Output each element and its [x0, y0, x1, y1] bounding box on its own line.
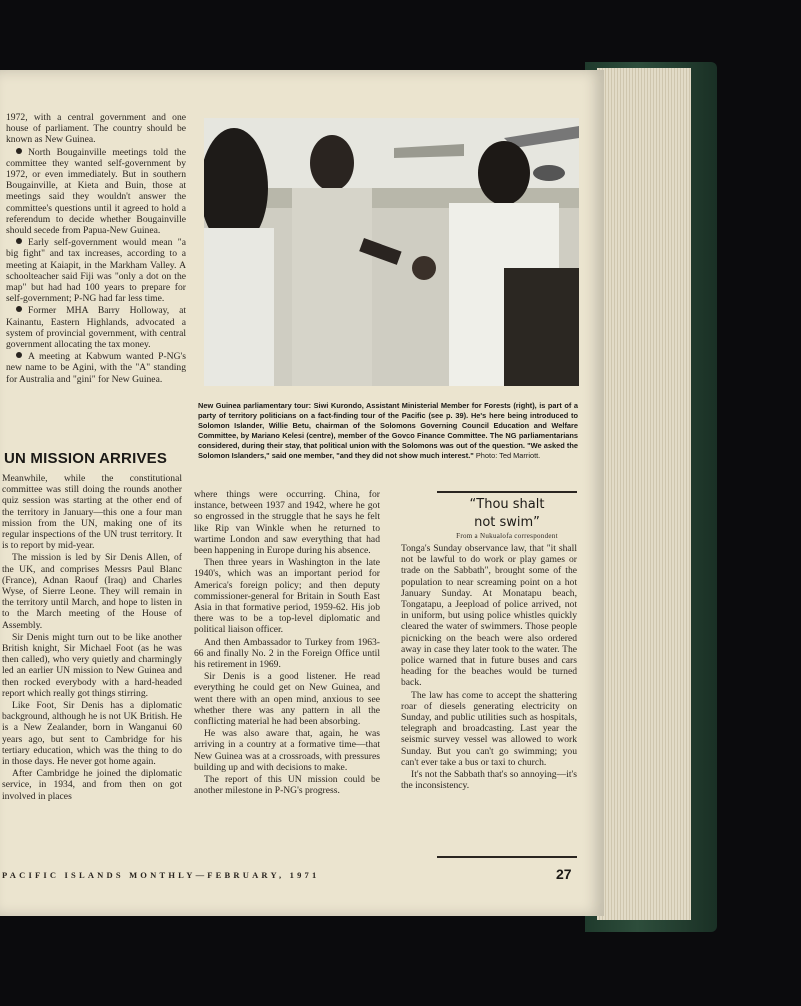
left-paragraph-text: Early self-government would mean "a big fight" and tax increases, according to a meeting at Kaiapit, in the Markham Valley. A schoolteacher said Fiji was "only a dot on the map" but had had 100 years to prepare for self-government; P-NG had far less time. — [6, 237, 186, 305]
middle-paragraph — [194, 671, 380, 727]
sidebar-title — [437, 496, 577, 532]
middle-paragraph — [194, 489, 380, 556]
sidebar-byline: From a Nukualofa correspondent — [456, 532, 558, 540]
left-paragraph — [6, 147, 186, 237]
mission-paragraph-text: The mission is led by Sir Denis Allen, of the UK, and comprises Messrs Paul Blanc (France), Adnan Raouf (Iraq) and Charles Wyse, of Sierre Leone. They will remain in the territory until March, and hope to listen in to the March meeting of the House of Assembly. — [2, 552, 182, 631]
mission-paragraph — [2, 700, 182, 767]
running-footer: PACIFIC ISLANDS MONTHLY—FEBRUARY, 1971 — [2, 870, 320, 880]
mission-paragraph — [2, 473, 182, 551]
middle-paragraph-text: Sir Denis is a good listener. He read everything he could get on New Guinea, and went there with an open mind, anxious to see whether there was any pattern in all the conflicting material he had been absorbing. — [194, 671, 380, 728]
bullet-icon — [16, 148, 22, 154]
middle-paragraph — [194, 637, 380, 671]
page-edges — [597, 68, 691, 920]
section-heading: UN MISSION ARRIVES — [4, 450, 168, 467]
middle-paragraph-text: And then Ambassador to Turkey from 1963-66 and finally No. 2 in the Foreign Office until his retirement in 1969. — [194, 636, 380, 671]
sidebar-title-line-1: “Thou shalt — [469, 497, 545, 512]
sidebar-paragraph — [401, 690, 577, 768]
mission-paragraph — [2, 552, 182, 630]
sidebar-paragraph — [401, 543, 577, 689]
mission-paragraph-text: Like Foot, Sir Denis has a diplomatic background, although he is not UK British. He is a New Zealander, born in Wanganui 60 years ago, but sent to Cambridge for his tertiary education, which was the thing to do in those days. He never got home again. — [2, 700, 182, 768]
left-paragraph-text: 1972, with a central government and one house of parliament. The country should be known as New Guinea. — [6, 112, 186, 146]
middle-column — [194, 489, 380, 797]
left-paragraph-text: Former MHA Barry Holloway, at Kainantu, Eastern Highlands, advocated a system of provincial government, with central government allocating the tax money. — [6, 305, 186, 351]
left-paragraph — [6, 305, 186, 350]
page-number: 27 — [556, 866, 572, 882]
photo-illustration — [204, 118, 579, 386]
caption-text: New Guinea parliamentary tour: Siwi Kurondo, Assistant Ministerial Member for Forests (right), is part of a party of territory politicians on a fact-finding tour of the Pacific (see p. 39). He's here being introduced to Solomon Islander, Willie Betu, chairman of the Solomons Governing Council Education and Welfare Committee, by Mariano Kelesi (centre), member of the Govco Finance Committee. The NG parliamentarians considered, during their stay, that political union with the Solomons was out of the question. "We asked the Solomon Islanders," said one member, "and they did not show much interest." — [198, 401, 578, 460]
sidebar-body — [401, 543, 577, 792]
left-paragraph — [6, 351, 186, 385]
photo-credit: Photo: Ted Marriott. — [475, 451, 541, 460]
sidebar-top-rule — [437, 491, 577, 493]
photograph — [204, 118, 579, 386]
magazine-page — [0, 70, 604, 916]
sidebar-paragraph — [401, 769, 577, 791]
left-paragraph — [6, 237, 186, 304]
middle-paragraph-text: He was also aware that, again, he was arriving in a country at a formative time—that New Guinea was at a crossroads, with pressures building up and with decisions to make. — [194, 728, 380, 773]
mission-paragraph — [2, 768, 182, 802]
photo-caption — [198, 401, 578, 461]
mission-column — [2, 473, 182, 803]
mission-paragraph-text: After Cambridge he joined the diplomatic service, in 1934, and from then on got involved in places — [2, 768, 182, 802]
middle-paragraph-text: The report of this UN mission could be another milestone in P-NG's progress. — [194, 774, 380, 797]
middle-paragraph — [194, 557, 380, 635]
middle-paragraph — [194, 774, 380, 796]
mission-paragraph — [2, 632, 182, 699]
middle-paragraph-text: where things were occurring. China, for instance, between 1937 and 1942, where he got so engrossed in the struggle that he says he felt like Rip van Winkle when he returned to wartime London and saw everything that had been happening in Europe during his absence. — [194, 489, 380, 557]
mission-paragraph-text: Meanwhile, while the constitutional committee was still doing the rounds another quiz session was starting at the other end of the territory in January—this one a four man mission from the UN, making one of its regular inspections of the UN trust territory. It is to report by mid-year. — [2, 473, 182, 552]
sidebar-title-line-2: not swim” — [474, 515, 540, 530]
left-paragraph-text: A meeting at Kabwum wanted P-NG's new name to be Agini, with the "A" standing for Australia and "gini" for New Guinea. — [6, 351, 186, 385]
bullet-icon — [16, 306, 22, 312]
sidebar-bottom-rule — [437, 856, 577, 858]
bullet-icon — [16, 352, 22, 358]
middle-paragraph — [194, 728, 380, 773]
sidebar-paragraph-text: Tonga's Sunday observance law, that "it shall not be lawful to do work or play games or trade on the Sabbath", brought some of the population to near screaming point on a hot January Sunday. At Monatapu beach, Tongatapu, a Jeepload of police arrived, not in uniform, but using police whistles quickly cleared the water of swimmers. Those people picnicking on the beach were also ordered away in case they later took to the water. The police warned that in future buses and cars heading for the beaches would be turned back. — [401, 543, 577, 689]
sidebar-paragraph-text: The law has come to accept the shattering roar of diesels generating electricity on Sunday, and public utilities such as hospitals, telegraph and broadcasting. Last year the seismic survey vessel was allowed to work Sunday. But you can't go swimming; you can't ever take a bus or taxi to church. — [401, 689, 577, 768]
sidebar-paragraph-text: It's not the Sabbath that's so annoying—it's the inconsistency. — [401, 769, 577, 792]
left-column — [6, 112, 186, 386]
mission-paragraph-text: Sir Denis might turn out to be like another British knight, Sir Michael Foot (as he was then called), who very quietly and charmingly led an earlier UN mission to New Guinea and then rocked everybody with a hard-headed report which really got things stirring. — [2, 631, 182, 699]
middle-paragraph-text: Then three years in Washington in the late 1940's, which was an important period for America's foreign policy; and then deputy commissioner-general for Britain in South East Asia in that formative period, 1959-62. His job there was to be a top-level diplomatic and political liaison officer. — [194, 557, 380, 636]
bullet-icon — [16, 238, 22, 244]
left-paragraph — [6, 112, 186, 146]
left-paragraph-text: North Bougainville meetings told the committee they wanted self-government by 1972, or even immediately. But in southern Bougainville, at Kieta and Buin, those at meetings said they wouldn't answer the committee's questions until it agreed to hold a referendum to decide whether Bougainville should secede from Papua-New Guinea. — [6, 146, 186, 237]
